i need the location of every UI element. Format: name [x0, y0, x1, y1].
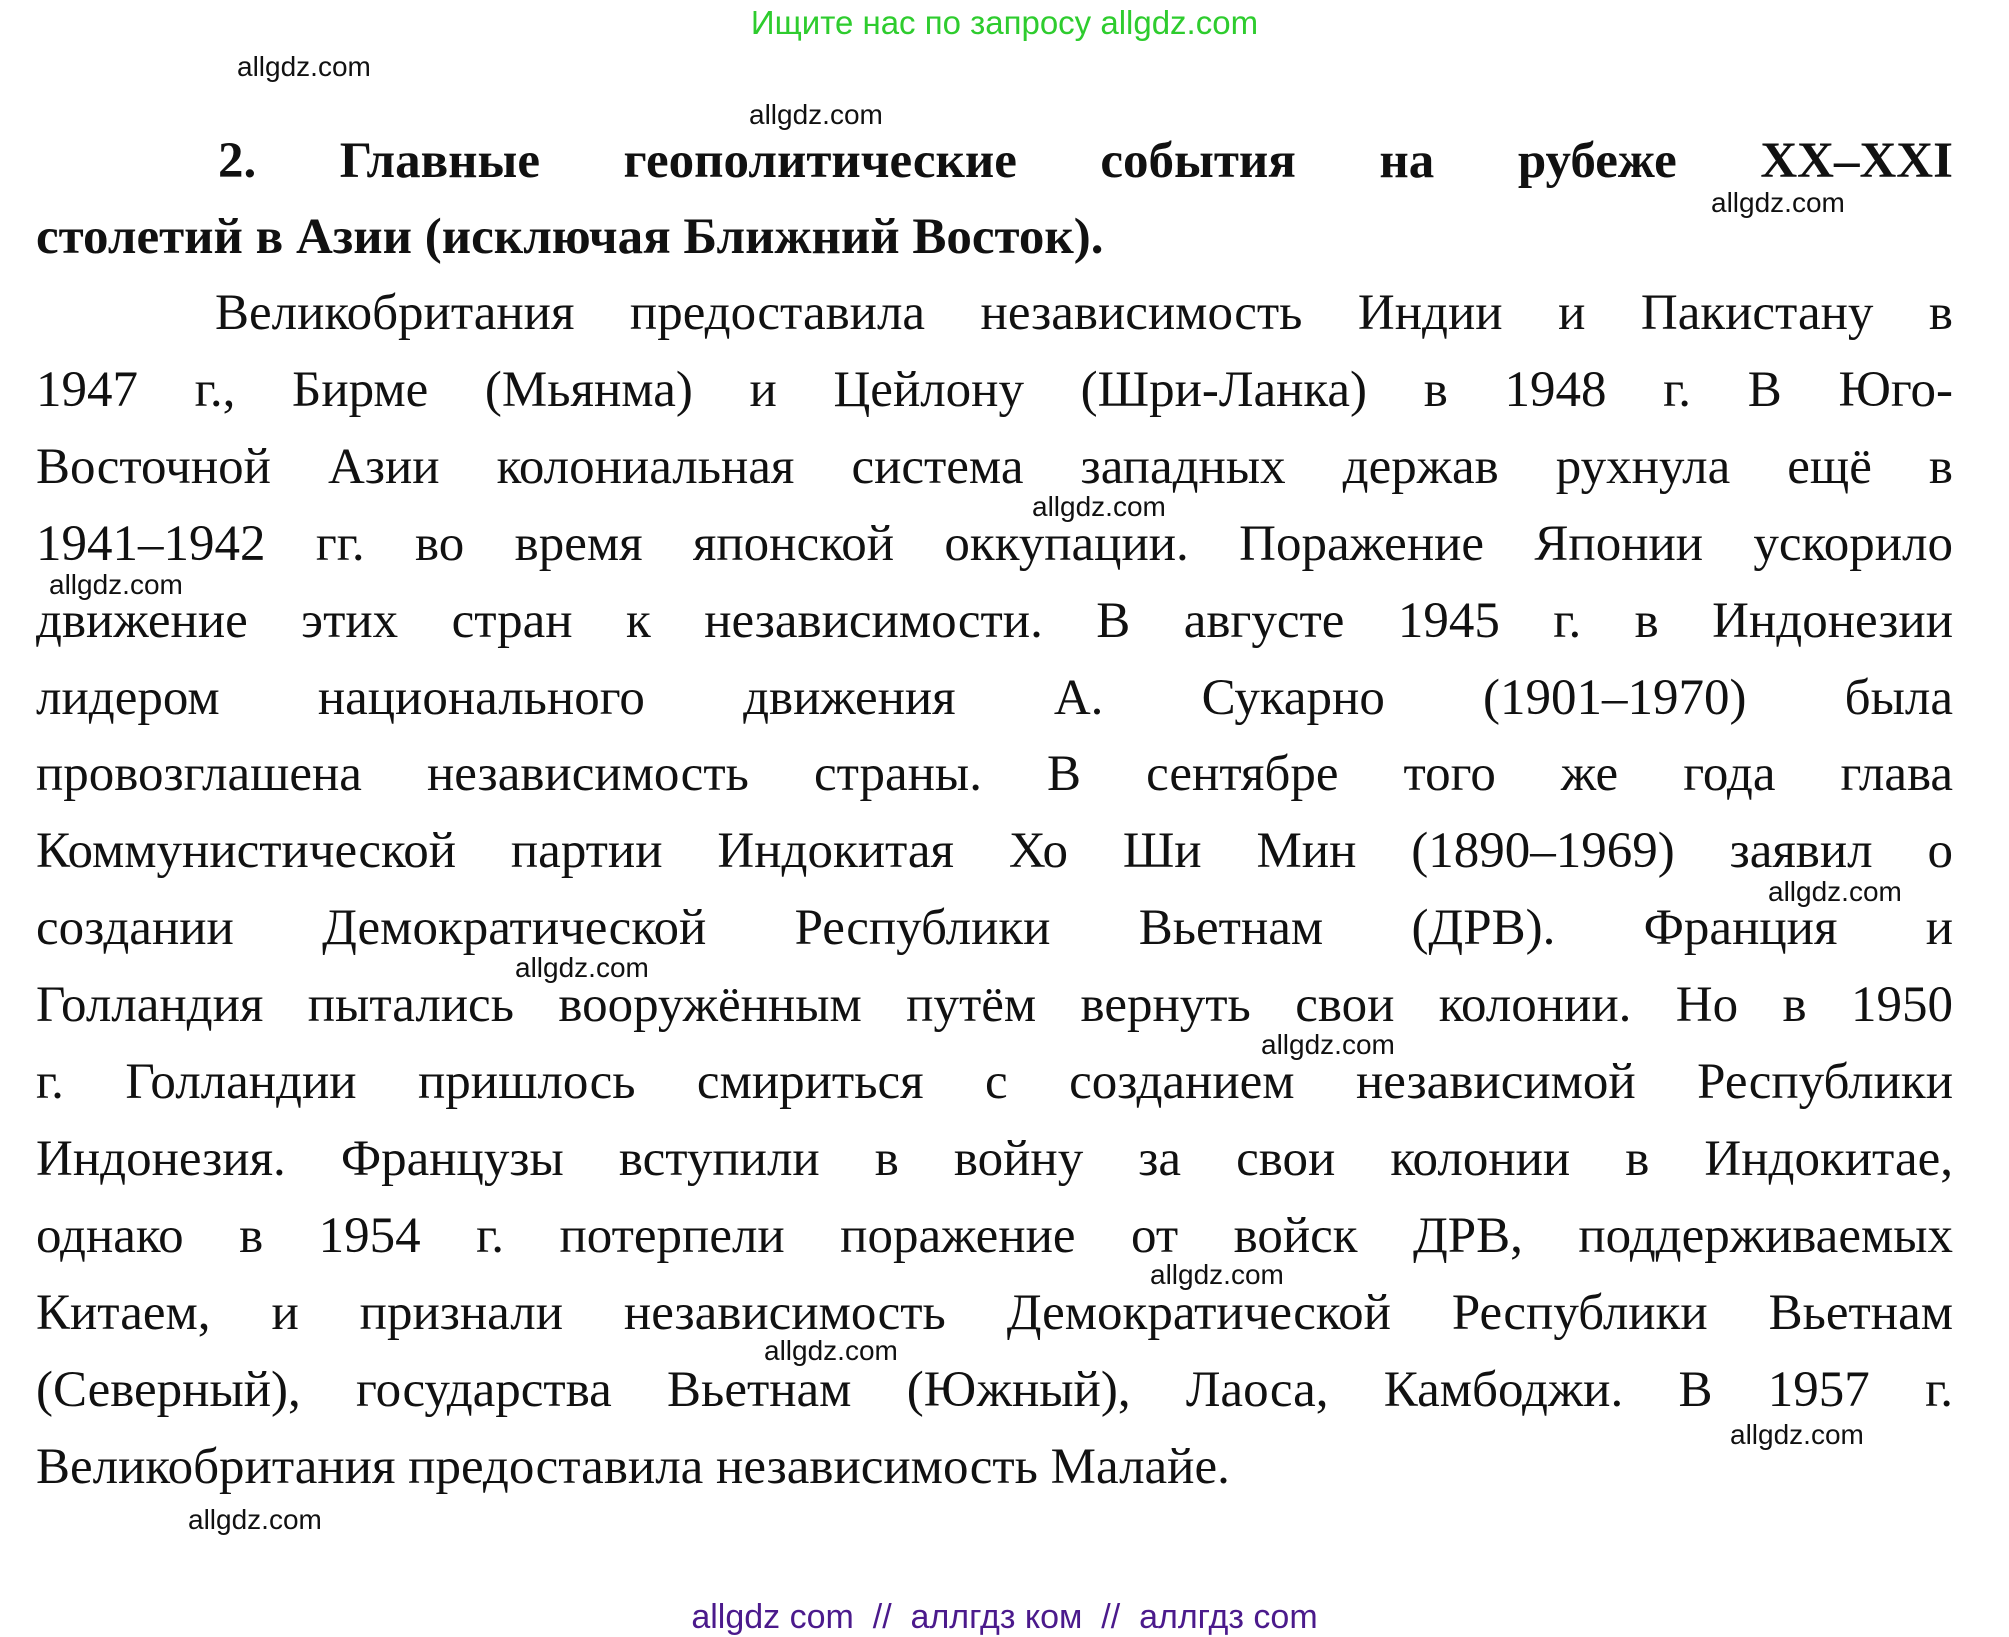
body-line: Китаем, и признали независимость Демократической Республики Вьетнам — [36, 1284, 1953, 1341]
watermark: allgdz.com — [515, 952, 649, 983]
body-line: Великобритания предоставила независимость Индии и Пакистану в — [215, 285, 1953, 341]
body-line: Коммунистической партии Индокитая Хо Ши Мин (1890–1969) заявил о — [36, 823, 1953, 880]
watermark: allgdz.com — [1730, 1419, 1864, 1450]
body-line: г. Голландии пришлось смириться с созданием независимой Республики — [36, 1054, 1953, 1110]
body-line: движение этих стран к независимости. В августе 1945 г. в Индонезии — [36, 592, 1953, 649]
watermark: allgdz.com — [49, 569, 183, 600]
body-line: Голландия пытались вооружённым путём вернуть свои колонии. Но в 1950 — [36, 977, 1953, 1034]
watermark: allgdz.com — [1032, 491, 1166, 522]
body-line: 1947 г., Бирме (Мьянма) и Цейлону (Шри-Ланка) в 1948 г. В Юго- — [36, 361, 1953, 418]
watermark: allgdz.com — [1150, 1259, 1284, 1290]
watermark: allgdz.com — [749, 99, 883, 130]
body-line: провозглашена независимость страны. В сентябре того же года глава — [36, 746, 1953, 803]
body-line: Великобритания предоставила независимость Малайе. — [36, 1438, 1230, 1495]
heading-line-1: 2. Главные геополитические события на рубеже XX–XXI — [218, 133, 1953, 189]
body-line: (Северный), государства Вьетнам (Южный), Лаоса, Камбоджи. В 1957 г. — [36, 1361, 1953, 1418]
watermark: allgdz.com — [188, 1504, 322, 1535]
body-line: 1941–1942 гг. во время японской оккупации. Поражение Японии ускорило — [36, 515, 1953, 572]
body-line: однако в 1954 г. потерпели поражение от войск ДРВ, поддерживаемых — [36, 1207, 1953, 1264]
bottom-banner: allgdz com // аллгдз ком // аллгдз com — [691, 1598, 1318, 1636]
body-line: Восточной Азии колониальная система западных держав рухнула ещё в — [36, 438, 1953, 495]
watermark: allgdz.com — [1768, 876, 1902, 907]
watermark: allgdz.com — [764, 1335, 898, 1366]
heading-line-2: столетий в Азии (исключая Ближний Восток). — [36, 209, 1104, 265]
watermark: allgdz.com — [1261, 1029, 1395, 1060]
top-banner: Ищите нас по запросу allgdz.com — [750, 4, 1259, 41]
body-line: Индонезия. Французы вступили в войну за свои колонии в Индокитае, — [36, 1130, 1953, 1187]
watermark: allgdz.com — [1711, 187, 1845, 218]
body-line: создании Демократической Республики Вьетнам (ДРВ). Франция и — [36, 900, 1953, 957]
body-line: лидером национального движения А. Сукарно (1901–1970) была — [36, 669, 1953, 726]
watermark: allgdz.com — [237, 51, 371, 82]
